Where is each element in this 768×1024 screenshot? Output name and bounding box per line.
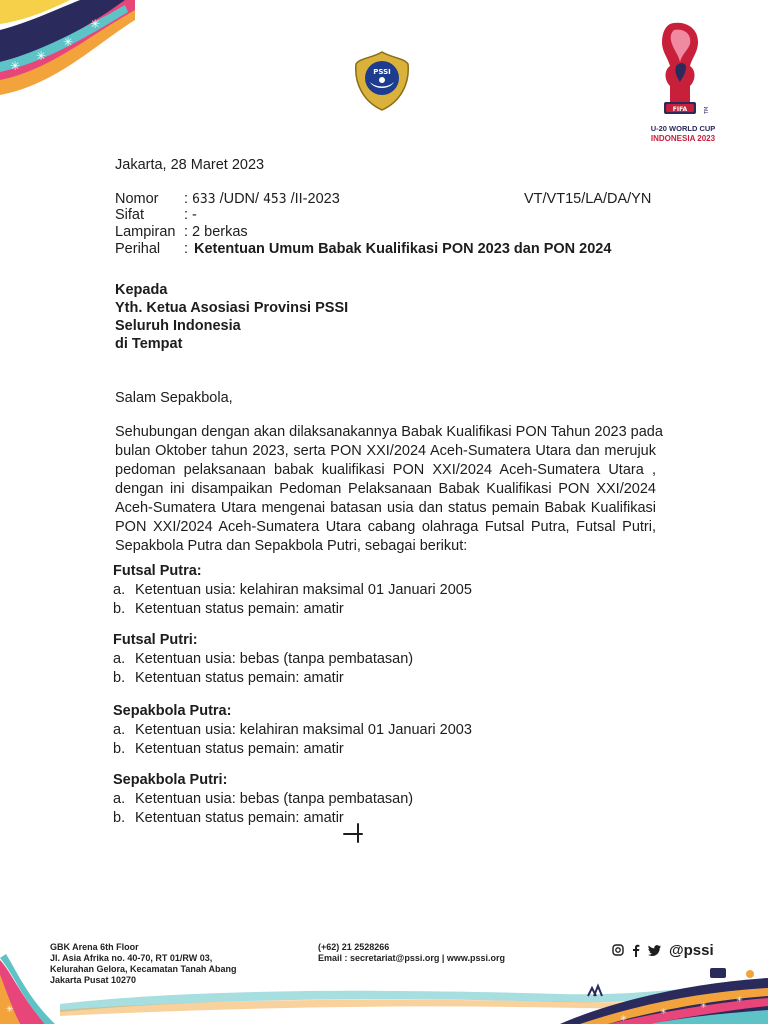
address-line: GBK Arena 6th Floor [50, 942, 139, 952]
section-title: Sepakbola Putra: [113, 703, 232, 719]
footer-email: Email : secretariat@pssi.org | www.pssi.org [318, 953, 506, 963]
perihal-colon: : [184, 241, 189, 257]
section-title: Futsal Putra: [113, 563, 202, 579]
body-line: Sepakbola Putra dan Sepakbola Putri, sebagai berikut: [115, 538, 468, 554]
address-line: Kelurahan Gelora, Kecamatan Tanah Abang [50, 964, 237, 974]
nomor-suffix: /II-2023 [286, 191, 340, 207]
list-marker: a. [113, 791, 126, 807]
list-item [113, 650, 413, 669]
svg-text:✳: ✳ [63, 35, 74, 49]
perihal-subject: Ketentuan Umum Babak Kualifikasi PON 2023 dan PON 2024 [194, 241, 612, 257]
letter-date: Jakarta, 28 Maret 2023 [115, 157, 265, 173]
address-line: Jl. Asia Afrika no. 40-70, RT 01/RW 03, [50, 953, 213, 963]
list-marker: a. [113, 582, 126, 598]
pssi-logo [354, 50, 410, 112]
list-marker: a. [113, 651, 126, 667]
sifat-value: : - [184, 207, 197, 223]
list-marker: a. [113, 722, 126, 738]
pssi-logo-text: PSSI [373, 68, 391, 76]
list-item-text: Ketentuan status pemain: amatir [135, 810, 344, 826]
section-sepakbola-putra [113, 702, 472, 759]
footer-wave [60, 968, 768, 1024]
list-item-text: Ketentuan status pemain: amatir [135, 670, 344, 686]
footer-contact [318, 942, 505, 964]
recipient-line-4: di Tempat [115, 336, 183, 352]
nomor-prefix: : [184, 191, 193, 207]
recipient-line-2: Yth. Ketua Asosiasi Provinsi PSSI [115, 300, 349, 316]
list-item-text: Ketentuan usia: kelahiran maksimal 01 Januari 2005 [135, 582, 472, 598]
body-line: pedoman pelaksanaan babak kualifikasi PON XXI/2024 Aceh-Sumatera Utara , [115, 462, 656, 478]
body-line: PON XXI/2024 Aceh-Sumatera Utara cabang olahraga Futsal Putra, Futsal Putri, [115, 519, 656, 535]
section-title: Futsal Putri: [113, 632, 198, 648]
svg-text:✳: ✳ [10, 59, 21, 73]
sifat-label: Sifat [115, 207, 145, 223]
recipient-line-3: Seluruh Indonesia [115, 318, 241, 334]
list-item-text: Ketentuan usia: bebas (tanpa pembatasan) [135, 651, 414, 667]
list-marker: b. [113, 670, 126, 686]
section-futsal-putri [113, 631, 413, 688]
reference-code: VT/VT15/LA/DA/YN [524, 191, 652, 207]
nomor-value [184, 190, 340, 209]
list-item [113, 740, 472, 759]
indonesia-2023-label: INDONESIA 2023 [650, 134, 716, 143]
u20-world-cup-logo [640, 20, 730, 150]
list-item [113, 669, 413, 688]
list-marker: b. [113, 601, 126, 617]
list-item-text: Ketentuan status pemain: amatir [135, 601, 344, 617]
instagram-icon[interactable] [612, 944, 624, 956]
body-line: bulan Oktober tahun 2023, serta PON XXI/2024 Aceh-Sumatera Utara dan merujuk [115, 443, 656, 459]
svg-text:✳: ✳ [90, 17, 101, 31]
svg-text:✳: ✳ [736, 995, 743, 1004]
letterhead-ribbon-top [0, 0, 135, 100]
body-line: dengan ini disampaikan Pedoman Pelaksanaan Babak Kualifikasi PON XXI/2024 [115, 481, 656, 497]
list-item-text: Ketentuan usia: kelahiran maksimal 01 Januari 2003 [135, 722, 472, 738]
lampiran-value: : 2 berkas [184, 224, 248, 240]
list-marker: b. [113, 741, 126, 757]
body-line: Aceh-Sumatera Utara mengenai batasan usia dan status pemain Babak Kualifikasi [115, 500, 656, 516]
footer-ribbon-left [0, 950, 60, 1024]
svg-text:✳: ✳ [36, 49, 47, 63]
world-cup-trophy-icon [640, 20, 730, 120]
list-item [113, 721, 472, 740]
list-item-text: Ketentuan status pemain: amatir [135, 741, 344, 757]
address-line: Jakarta Pusat 10270 [50, 975, 137, 985]
nomor-label: Nomor [115, 191, 159, 207]
handwritten-mark [340, 820, 370, 844]
u20-world-cup-title: U-20 WORLD CUP [650, 124, 716, 133]
list-item [113, 581, 472, 600]
section-futsal-putra [113, 562, 472, 619]
svg-text:✳: ✳ [660, 1007, 667, 1016]
nomor-handwritten-2: 453 [263, 192, 287, 207]
body-line: Sehubungan dengan akan dilaksanakannya Babak Kualifikasi PON Tahun 2023 pada [115, 424, 663, 440]
list-marker: b. [113, 810, 126, 826]
nomor-mid: /UDN/ [215, 191, 264, 207]
perihal-label: Perihal [115, 241, 161, 257]
list-item-text: Ketentuan usia: bebas (tanpa pembatasan) [135, 791, 414, 807]
footer-social [612, 940, 714, 960]
lampiran-label: Lampiran [115, 224, 176, 240]
twitter-icon[interactable] [648, 945, 661, 956]
svg-text:✳: ✳ [700, 1001, 707, 1010]
facebook-icon[interactable] [632, 944, 640, 957]
greeting: Salam Sepakbola, [115, 390, 233, 406]
footer-phone: (+62) 21 2528266 [318, 942, 390, 952]
recipient-line-1: Kepada [115, 282, 168, 298]
trademark-mark: TM [704, 106, 710, 114]
section-title: Sepakbola Putri: [113, 772, 228, 788]
nomor-handwritten-1: 633 [192, 192, 216, 207]
fifa-wordmark: FIFA [672, 106, 688, 113]
body-paragraph [115, 423, 663, 556]
svg-text:✳: ✳ [6, 1005, 14, 1015]
list-item [113, 600, 472, 619]
list-item [113, 790, 413, 809]
social-handle[interactable]: @pssi [669, 941, 714, 959]
svg-text:✳: ✳ [620, 1014, 627, 1023]
